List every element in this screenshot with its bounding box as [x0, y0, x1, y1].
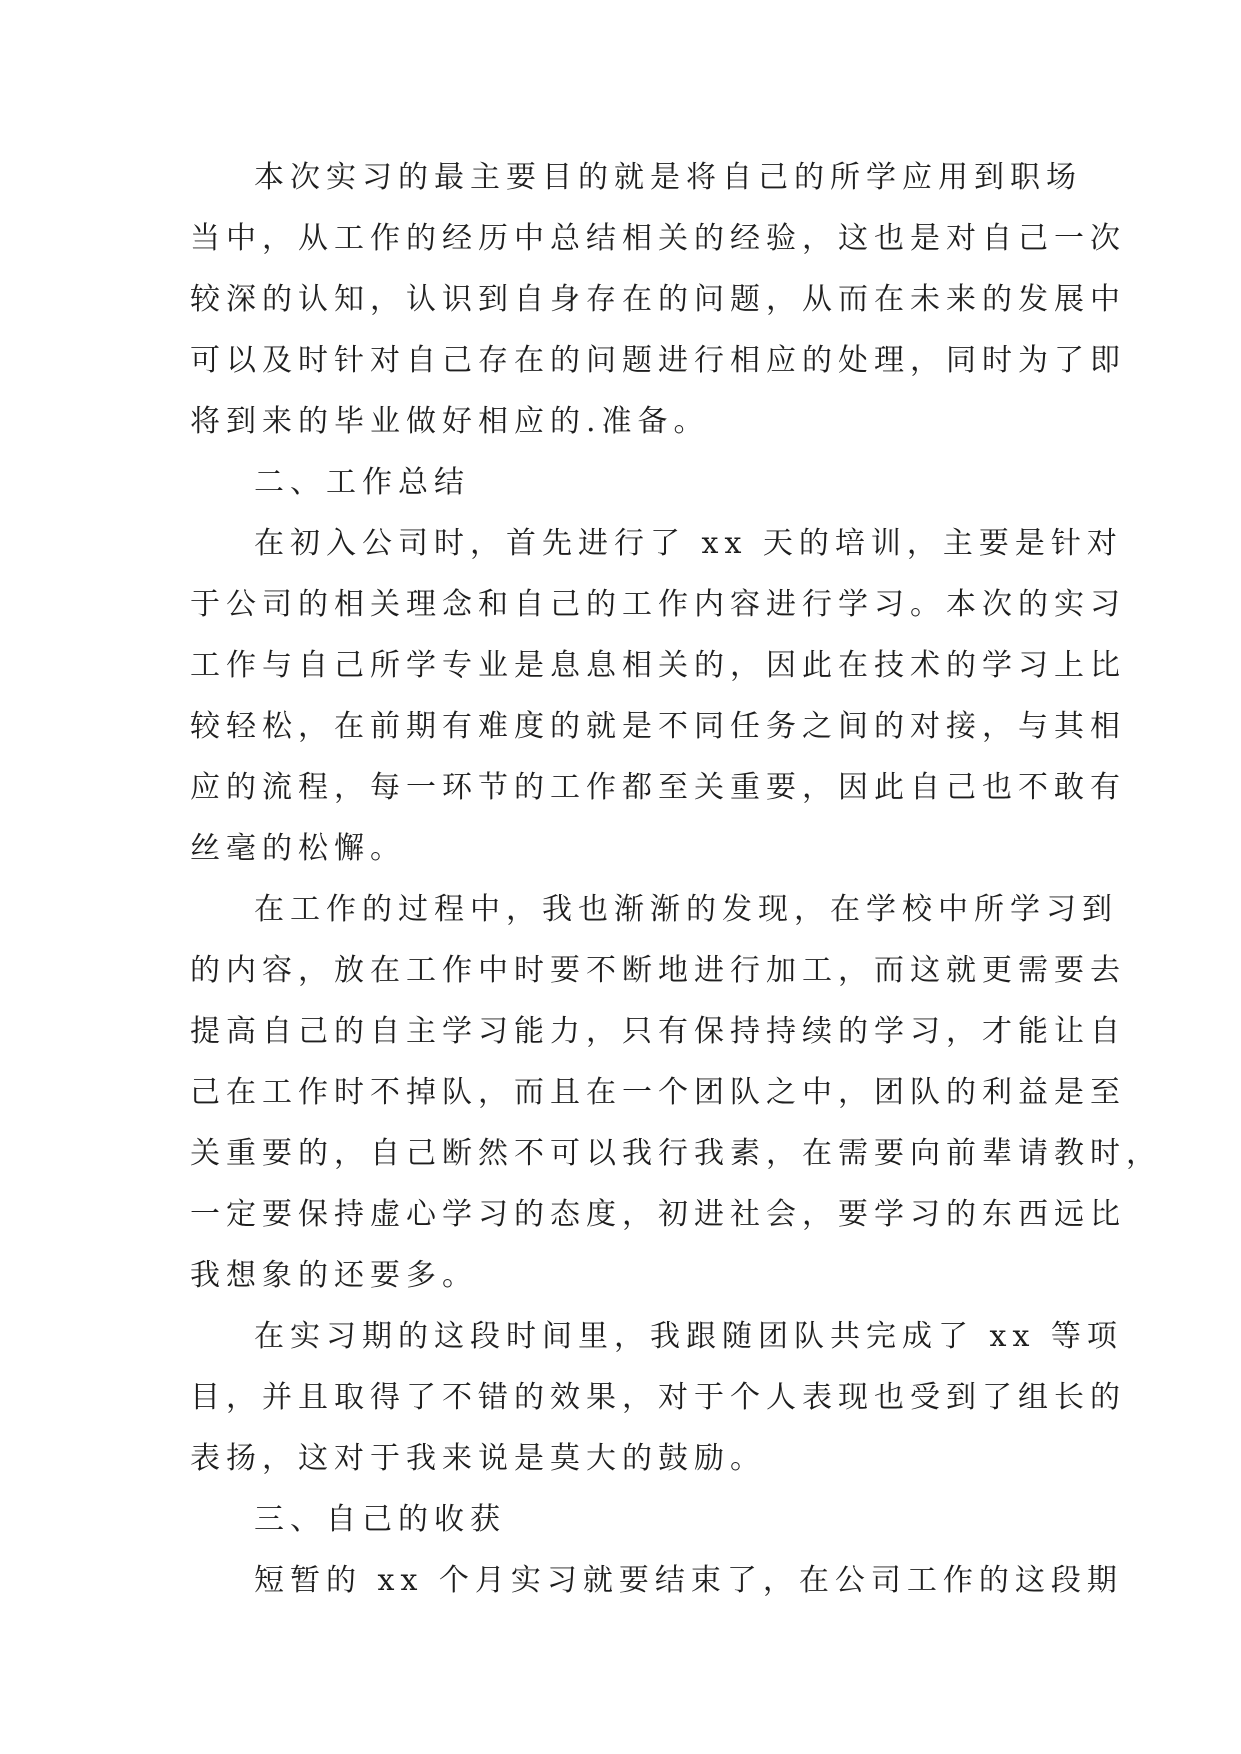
text-line: 的内容，放在工作中时要不断地进行加工，而这就更需要去	[190, 953, 1126, 988]
paragraph	[190, 152, 1126, 457]
paragraph	[190, 1555, 1123, 1616]
text-line: 关重要的，自己断然不可以我行我素，在需要向前辈请教时，	[190, 1136, 1162, 1171]
text-line: 表扬，这对于我来说是莫大的鼓励。	[190, 1441, 766, 1476]
heading-text: 二、工作总结	[254, 465, 470, 500]
text-line: 较深的认知，认识到自身存在的问题，从而在未来的发展中	[190, 282, 1126, 317]
text-line: 工作与自己所学专业是息息相关的，因此在技术的学习上比	[190, 648, 1126, 683]
text-line: 可以及时针对自己存在的问题进行相应的处理，同时为了即	[190, 343, 1126, 378]
text-line: 提高自己的自主学习能力，只有保持持续的学习，才能让自	[190, 1014, 1126, 1049]
text-line: 己在工作时不掉队，而且在一个团队之中，团队的利益是至	[190, 1075, 1126, 1110]
text-line: 在实习期的这段时间里，我跟随团队共完成了 xx 等项	[254, 1319, 1123, 1354]
paragraph	[190, 518, 1126, 884]
text-line: 于公司的相关理念和自己的工作内容进行学习。本次的实习	[190, 587, 1126, 622]
text-line: 我想象的还要多。	[190, 1258, 478, 1293]
paragraph	[190, 884, 1162, 1311]
text-line: 将到来的毕业做好相应的.准备。	[190, 404, 710, 439]
text-line: 当中，从工作的经历中总结相关的经验，这也是对自己一次	[190, 221, 1126, 256]
heading-text: 三、自己的收获	[254, 1502, 506, 1537]
section-heading	[190, 457, 1050, 518]
paragraph	[190, 1311, 1126, 1494]
document-body	[190, 152, 1162, 1616]
text-line: 应的流程，每一环节的工作都至关重要，因此自己也不敢有	[190, 770, 1126, 805]
text-line: 目，并且取得了不错的效果，对于个人表现也受到了组长的	[190, 1380, 1126, 1415]
text-line: 较轻松，在前期有难度的就是不同任务之间的对接，与其相	[190, 709, 1126, 744]
text-line: 在工作的过程中，我也渐渐的发现，在学校中所学习到	[254, 892, 1118, 927]
text-line: 丝毫的松懈。	[190, 831, 406, 866]
text-line: 在初入公司时，首先进行了 xx 天的培训，主要是针对	[254, 526, 1123, 561]
text-line: 短暂的 xx 个月实习就要结束了，在公司工作的这段期	[254, 1563, 1123, 1598]
text-line: 一定要保持虚心学习的态度，初进社会，要学习的东西远比	[190, 1197, 1126, 1232]
section-heading	[190, 1494, 1050, 1555]
text-line: 本次实习的最主要目的就是将自己的所学应用到职场	[254, 160, 1082, 195]
